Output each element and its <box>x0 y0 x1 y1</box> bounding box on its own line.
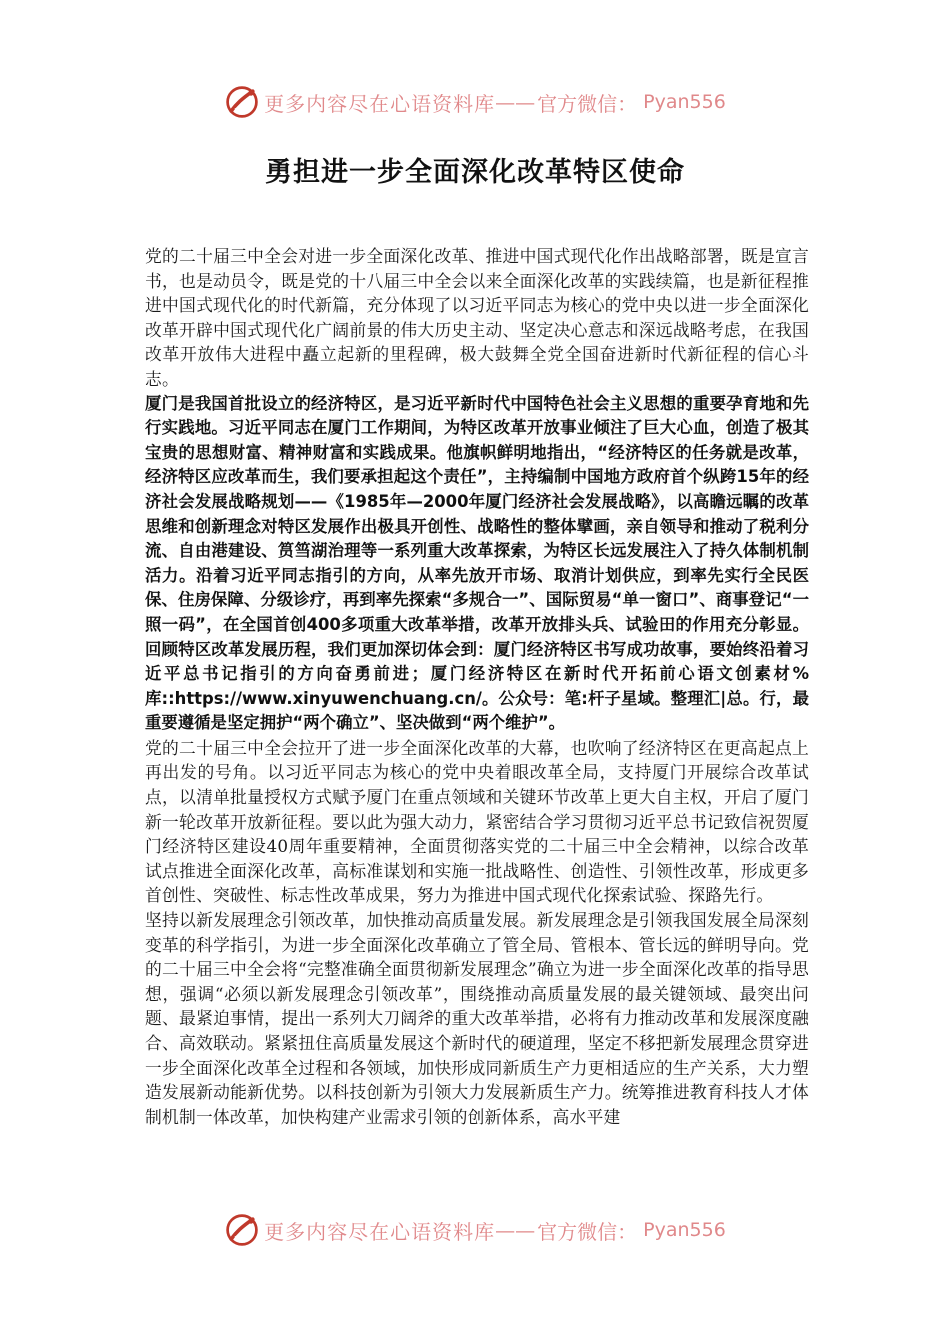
banner-text: 更多内容尽在心语资料库 <box>264 1219 496 1244</box>
banner-separator: —— <box>495 90 536 114</box>
footer-banner <box>0 1210 950 1250</box>
brush-logo-icon <box>224 84 260 120</box>
banner-text: 更多内容尽在心语资料库 <box>264 91 496 116</box>
banner-wechat-id: Pyan556 <box>643 1219 726 1241</box>
banner-separator: —— <box>495 1218 536 1242</box>
paragraph: 党的二十届三中全会对进一步全面深化改革、推进中国式现代化作出战略部署，既是宣言书，也是动员令，既是党的十八届三中全会以来全面深化改革的实践续篇，也是新征程推进中国式现代化的时代新篇，充分体现了以习近平同志为核心的党中央以进一步全面深化改革开辟中国式现代化广阔前景的伟大历史主动、坚定决心意志和深远战略考虑，在我国改革开放伟大进程中矗立起新的里程碑，极大鼓舞全党全国奋进新时代新征程的信心斗志。 <box>145 246 809 389</box>
banner-wechat-id: Pyan556 <box>643 91 726 113</box>
document-title: 勇担进一步全面深化改革特区使命 <box>265 157 685 188</box>
paragraph: 党的二十届三中全会拉开了进一步全面深化改革的大幕，也吹响了经济特区在更高起点上再出发的号角。以习近平同志为核心的党中央着眼改革全局，支持厦门开展综合改革试点，以清单批量授权方式赋予厦门在重点领域和关键环节改革上更大自主权，开启了厦门新一轮改革开放新征程。要以此为强大动力，紧密结合学习贯彻习近平总书记致信祝贺厦门经济特区建设40周年重要精神，全面贯彻落实党的二十届三中全会精神，以综合改革试点推进全面深化改革，高标准谋划和实施一批战略性、创造性、引领性改革，形成更多首创性、突破性、标志性改革成果，努力为推进中国式现代化探索试验、探路先行。 <box>145 737 809 906</box>
banner-label: 官方微信： <box>537 91 638 116</box>
header-banner <box>0 82 950 122</box>
brush-logo-icon <box>224 1212 260 1248</box>
paragraph: 坚持以新发展理念引领改革，加快推动高质量发展。新发展理念是引领我国发展全局深刻变革的科学指引，为进一步全面深化改革确立了管全局、管根本、管长远的鲜明导向。党的二十届三中全会将“完整准确全面贯彻新发展理念”确立为进一步全面深化改革的指导思想，强调“必须以新发展理念引领改革”，围绕推动高质量发展的最关键领域、最突出问题、最紧迫事情，提出一系列大刀阔斧的重大改革举措，必将有力推动改革和发展深度融合、高效联动。紧紧扭住高质量发展这个新时代的硬道理，坚定不移把新发展理念贯穿进一步全面深化改革全过程和各领域，加快形成同新质生产力更相适应的生产关系，大力塑造发展新动能新优势。以科技创新为引领大力发展新质生产力。统筹推进教育科技人才体制机制一体改革，加快构建产业需求引领的创新体系，高水平建 <box>145 910 809 1127</box>
paragraph: 厦门是我国首批设立的经济特区，是习近平新时代中国特色社会主义思想的重要孕育地和先行实践地。习近平同志在厦门工作期间，为特区改革开放事业倾注了巨大心血，创造了极其宝贵的思想财富、精神财富和实践成果。他旗帜鲜明地指出，“经济特区的任务就是改革，经济特区应改革而生，我们要承担起这个责任”，主持编制中国地方政府首个纵跨15年的经济社会发展战略规划——《1985年—2000年厦门经济社会发展战略》，以高瞻远瞩的改革思维和创新理念对特区发展作出极具开创性、战略性的整体擘画，亲自领导和推动了税利分流、自由港建设、筼筜湖治理等一系列重大改革探索，为特区长远发展注入了持久体制机制活力。沿着习近平同志指引的方向，从率先放开市场、取消计划供应，到率先实行全民医保、住房保障、分级诊疗，再到率先探索“多规合一”、国际贸易“单一窗口”、商事登记“一照一码”，在全国首创400多项重大改革举措，改革开放排头兵、试验田的作用充分彰显。回顾特区改革发展历程，我们更加深切体会到：厦门经济特区书写成功故事，要始终沿着习近平总书记指引的方向奋勇前进；厦门经济特区在新时代开拓前心语文创素材%库::https://www.xinyuwenchuang.cn/。公众号：笔:杆子星域。整理汇|总。行，最重要遵循是坚定拥护“两个确立”、坚决做到“两个维护”。 <box>145 393 809 733</box>
document-body <box>145 244 809 1129</box>
banner-label: 官方微信： <box>537 1219 638 1244</box>
